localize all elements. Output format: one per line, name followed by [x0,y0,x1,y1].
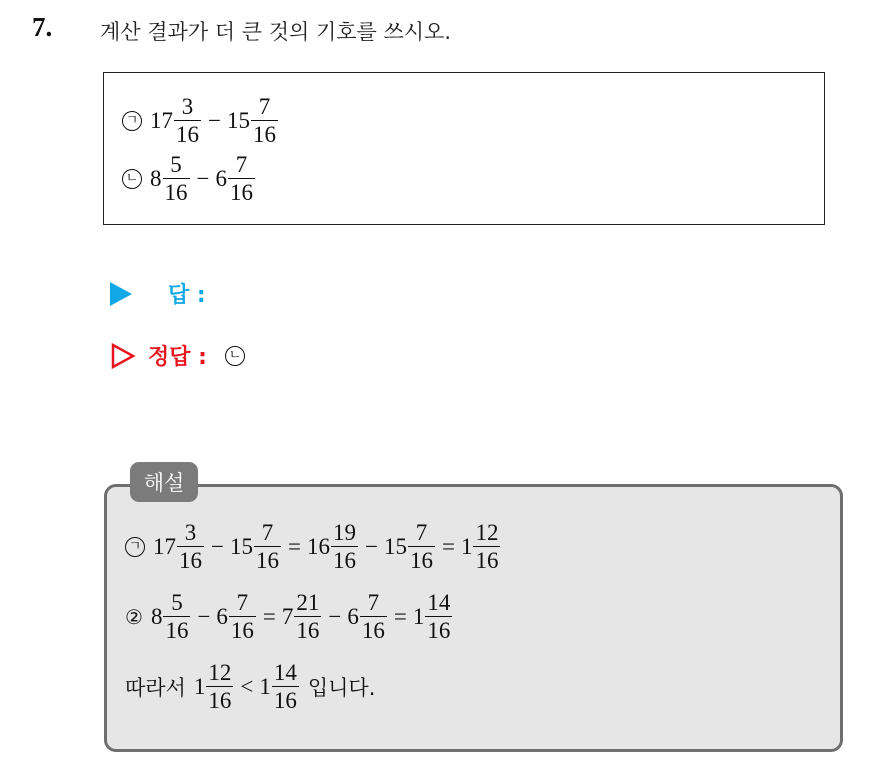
problem-expression-1 [122,95,279,146]
less-than-sign: < [240,673,254,699]
mixed-whole: 1 [460,533,473,559]
mixed-whole: 6 [215,165,227,191]
equals-sign: = [262,603,276,629]
marker-nieun-icon: ㄴ [122,169,142,189]
fraction: $\frac{7}{16}$ [361,590,385,643]
equals-sign: = [393,603,407,629]
marker-giyeok-icon: ㄱ [122,111,142,131]
fraction: $\frac{14}{16}$ [273,660,297,713]
explanation-line-1 [125,521,501,572]
fraction: $\frac{21}{16}$ [296,590,320,643]
conclusion-prefix: 따라서 [125,675,186,700]
solid-triangle-icon [110,282,132,306]
fraction: $\frac{7}{16}$ [230,590,254,643]
mixed-whole: 1 [193,673,206,699]
fraction: $\frac{19}{16}$ [332,520,356,573]
fraction: $\frac{12}{16}$ [475,520,499,573]
correct-answer-value: ㄴ [225,346,245,366]
equals-sign: = [441,533,455,559]
fraction: $\frac{7}{16}$ [229,152,253,205]
explanation-conclusion [125,661,375,712]
question-text: 계산 결과가 더 큰 것의 기호를 쓰시오. [100,20,452,44]
marker-giyeok-icon: ㄱ [125,537,145,557]
question-number: 7. [32,12,53,42]
answer-label: 답 : [168,283,206,308]
problem-box [103,72,825,225]
explanation-line-2 [125,591,453,642]
fraction: $\frac{14}{16}$ [427,590,451,643]
mixed-whole: 16 [306,533,330,559]
minus-operator: − [197,603,211,629]
minus-operator: − [364,533,378,559]
fraction: $\frac{3}{16}$ [179,520,202,573]
fraction: $\frac{7}{16}$ [255,520,279,573]
minus-operator: − [211,533,224,559]
fraction: $\frac{3}{16}$ [176,94,199,147]
fraction: $\frac{7}{16}$ [252,94,276,147]
conclusion-suffix: 입니다. [307,675,376,700]
answer-row [110,278,206,309]
mixed-whole: 17 [153,533,176,559]
fraction: $\frac{5}{16}$ [164,152,188,205]
mixed-whole: 6 [216,603,228,629]
mixed-whole: 1 [412,603,425,629]
mixed-whole: 8 [150,165,162,191]
mixed-whole: 6 [347,603,359,629]
marker-circled-two-icon: ② [125,604,143,629]
problem-expression-2 [122,153,256,204]
mixed-whole: 17 [150,107,173,133]
correct-answer-label: 정답 : [148,345,207,370]
mixed-whole: 8 [150,603,163,629]
fraction: $\frac{7}{16}$ [409,520,433,573]
correct-answer-row [110,340,245,371]
explanation-tag: 해설 [130,462,198,502]
equals-sign: = [287,533,301,559]
mixed-whole: 15 [383,533,407,559]
minus-operator: − [208,107,221,133]
minus-operator: − [328,603,342,629]
explanation-box [104,484,843,752]
mixed-whole: 15 [226,107,250,133]
fraction: $\frac{5}{16}$ [165,590,189,643]
minus-operator: − [196,165,210,191]
mixed-whole: 7 [281,603,294,629]
outline-triangle-icon [110,342,136,370]
mixed-whole: 15 [229,533,253,559]
mixed-whole: 1 [259,673,271,699]
fraction: $\frac{12}{16}$ [208,660,232,713]
